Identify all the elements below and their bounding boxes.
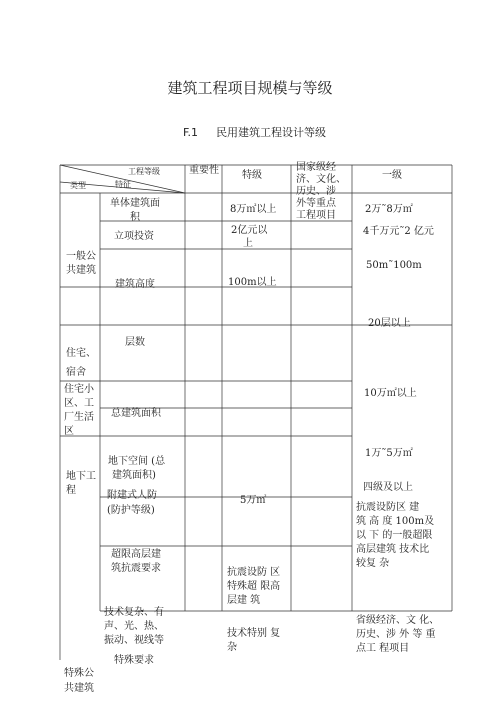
- investment-label: 立项投资: [114, 231, 154, 242]
- grade1-height: 50m˜100m: [366, 260, 422, 271]
- grade1-seismic-line: 筑 高 度 100m及: [356, 516, 435, 527]
- single-area-line: 积: [130, 212, 140, 223]
- district-line: 厂生活: [64, 412, 94, 423]
- civil-defense-line: (防护等级): [107, 505, 155, 516]
- grade1-seismic-line: 较复 杂: [356, 558, 390, 569]
- special-public-label: [64, 666, 94, 696]
- special-seismic-line: 特殊超 限高: [227, 581, 281, 592]
- special-public-line: 特殊公: [64, 668, 94, 679]
- general-public-label: [66, 250, 96, 278]
- header-national-line: 外等重点: [296, 198, 336, 209]
- total-area-label: 总建筑面积: [111, 408, 161, 419]
- grade1-investment: 4千万元˜2 亿元: [363, 226, 434, 237]
- header-diag-top: 工程等级: [128, 167, 160, 176]
- tech-complex-line: 特殊要求: [114, 655, 154, 666]
- header-national: [296, 162, 346, 222]
- special-public-line: 共建筑: [64, 683, 94, 694]
- grade1-seismic-line: 高层建筑 技术比: [356, 544, 430, 555]
- super-high-line: 超限高层建: [111, 549, 161, 560]
- header-national-line: 历史、涉: [296, 186, 336, 197]
- general-public-line: 共建筑: [66, 265, 96, 276]
- grade1-seismic-line: 以 下 的一般超限: [356, 530, 433, 541]
- special-investment-line: 2亿元以: [231, 225, 268, 236]
- underground-label: [66, 470, 96, 498]
- special-civil-defense: 5万㎡: [240, 495, 267, 506]
- residence-label: [66, 344, 96, 382]
- grade1-defense: 四级及以上: [363, 482, 413, 493]
- residence-line: 宿舍: [66, 367, 86, 378]
- single-area-label: [110, 197, 160, 225]
- ug-space-label: [108, 455, 165, 483]
- grade1-seismic-line: 抗震设防区 建: [356, 502, 420, 513]
- grade1-ug-area: 1万˜5万㎡: [365, 448, 413, 459]
- underground-line: 程: [66, 485, 76, 496]
- special-tech-line: 技术特别 复: [227, 628, 281, 639]
- section-number: F.1: [183, 126, 199, 139]
- special-tech-line: 杂: [227, 642, 237, 653]
- floors-label: 层数: [125, 337, 145, 348]
- grade1-floors: 20层以上: [368, 318, 411, 329]
- district-label: [64, 383, 94, 439]
- header-importance: 重要性: [189, 165, 219, 176]
- special-investment-line: 上: [243, 238, 253, 249]
- header-national-line: 工程项目: [296, 210, 336, 221]
- underground-line: 地下工: [66, 471, 96, 482]
- header-special: 特级: [242, 170, 262, 181]
- ug-space-line: 建筑面积): [112, 470, 156, 481]
- civil-defense-line: 附建式人防: [107, 490, 157, 501]
- header-national-line: 济、文化、: [296, 174, 346, 185]
- tech-complex-label: [104, 606, 164, 668]
- grade1-provincial: [356, 614, 439, 656]
- grade1-provincial-line: 点工 程项目: [356, 643, 410, 654]
- district-line: 区: [64, 426, 74, 437]
- residence-line: 住宅、: [66, 348, 96, 359]
- tech-complex-line: 声、光、热、: [104, 621, 164, 632]
- grade1-provincial-line: 历史、涉 外 等 重: [356, 629, 436, 640]
- general-public-line: 一般公: [66, 251, 96, 262]
- special-height: 100m以上: [228, 277, 277, 288]
- header-diag-bottom: 类型: [70, 181, 86, 190]
- special-tech: [227, 627, 280, 655]
- header-national-line: 国家级经: [296, 162, 336, 173]
- section-title: 民用建筑工程设计等级: [216, 126, 327, 139]
- special-single-area: 8万㎡以上: [230, 204, 277, 215]
- special-seismic-line: 抗震设防 区: [227, 567, 281, 578]
- grade1-single-area: 2万˜8万㎡: [365, 204, 413, 215]
- tech-complex-line: 振动、视线等: [104, 635, 164, 646]
- district-line: 住宅小: [64, 384, 94, 395]
- civil-defense-label: [107, 488, 157, 518]
- grade1-provincial-line: 省级经济、文 化、: [356, 615, 440, 626]
- ug-space-line: 地下空间 (总: [108, 456, 166, 467]
- super-high-label: [111, 548, 161, 576]
- grade1-district-area: 10万㎡以上: [364, 388, 417, 399]
- document-title: 建筑工程项目规模与等级: [167, 79, 333, 97]
- special-seismic-line: 层建 筑: [227, 595, 261, 606]
- super-high-line: 筑抗震要求: [111, 563, 161, 574]
- header-diag-mid: 特征: [115, 180, 131, 189]
- special-investment: [231, 224, 267, 250]
- special-seismic: [227, 566, 280, 608]
- tech-complex-line: 技术复杂、有: [104, 607, 164, 618]
- grade1-seismic: [356, 501, 434, 571]
- single-area-line: 单体建筑面: [110, 198, 160, 209]
- header-grade1: 一级: [382, 170, 402, 181]
- district-line: 区、工: [64, 398, 94, 409]
- height-label: 建筑高度: [115, 279, 155, 290]
